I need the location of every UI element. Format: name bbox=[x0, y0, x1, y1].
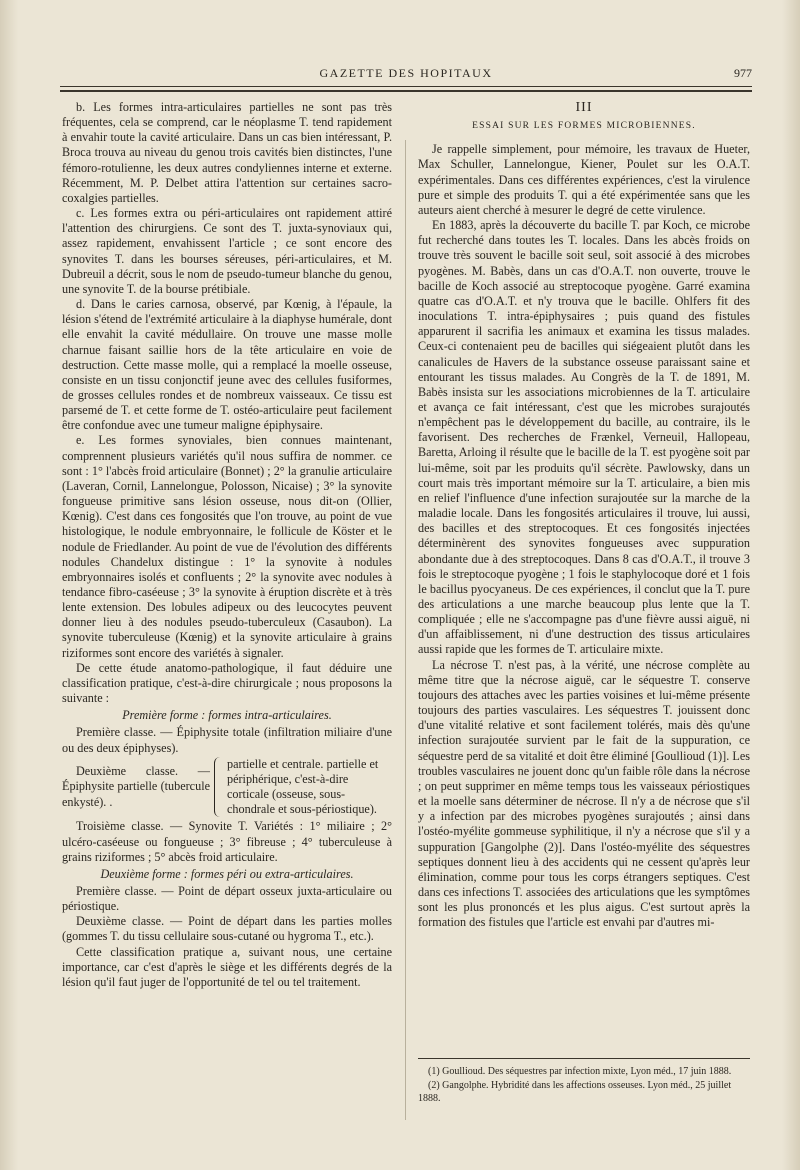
class-first: Première classe. — Épiphysite totale (infiltration miliaire d'une ou des deux épiphyses). bbox=[62, 725, 392, 755]
running-header bbox=[60, 64, 752, 84]
section-number: III bbox=[575, 100, 593, 115]
section-title: ESSAI SUR LES FORMES MICROBIENNES. bbox=[472, 121, 696, 132]
paragraph-koch-bacillus: En 1883, après la découverte du bacille T. par Koch, ce microbe fut recherché dans toutes les T. locales. Dans les abcès froids on trouve très souvent le bacille soit seul, soit associé à des microbes pyogènes. M. Babès, dans un cas d'O.A.T. non ouverte, trouve le bacille de Koch associé au streptocoque pyogène. Garré examina quatre cas d'O.A.T. et n'y trouva que le bacille. Ohlfers fit des inoculations T. intra-épiphysaires ; puis quand des fistules apparurent il sacrifia les animaux et examina les tissus malades. Ceux-ci contenaient peu de bacilles qui siégeaient plutôt dans les canalicules de Havers de la substance osseuse paraissant saine et entourant les tissus malades. Au Congrès de la T. de 1891, M. Babès insista sur les associations microbiennes de la T. articulaire et avança ce fait intéressant, c'est que les microbes surajoutés n'empêchent pas le développement du bacille, au contraire, ils le favorisent. Des recherches de Frænkel, Verneuil, Hallopeau, Baretta, Arloing il résulte que le bacille de la T. est pyogène soit par lui-même, soit par les produits qu'il sécrète. Pawlowsky, dans un court mais très important mémoire sur la T. articulaire, a bien mis en relief l'influence d'une infection surajoutée sur la marche de la maladie locale. Dans les fongosités articulaires il trouve, lui aussi, des bacilles et des streptocoques. Et ces fongosités injectées déterminèrent des synovites fongueuses avec suppuration abondante due à des streptocoques. Dans 8 cas d'O.A.T., il trouve 3 fois le streptocoque pyogène ; 1 fois le staphylocoque doré et 1 fois le bacillus pyocyaneus. De ces expériences, il conclut que la T. pure des articulations a une marche beaucoup plus lente que la T. compliquée ; elle ne s'accompagne pas d'une fièvre aussi aiguë, ni d'un affaiblissement, ni d'une destruction des tissus articulaires aussi rapide que les formes de T. articulaire mixte. bbox=[418, 218, 750, 657]
header-rule-thick bbox=[60, 90, 752, 92]
footnote-1: (1) Goullioud. Des séquestres par infection mixte, Lyon méd., 17 juin 1888. bbox=[428, 1066, 732, 1077]
header-rule-thin bbox=[60, 86, 752, 87]
class-second-label: Deuxième classe. — Épiphysite partielle (tubercule enkysté). . bbox=[62, 764, 210, 809]
brace-symbol bbox=[214, 757, 221, 818]
class-third: Troisième classe. — Synovite T. Variétés : 1° miliaire ; 2° ulcéro-caséeuse ou fongueuse ; 3° fibreuse ; 4° tuberculeuse à grains riziformes ; 5° abcès froid articulaire. bbox=[62, 819, 392, 864]
journal-title: GAZETTE DES HOPITAUX bbox=[319, 66, 493, 80]
page-edge-shadow-left bbox=[0, 0, 18, 1170]
class-second-block bbox=[62, 757, 392, 818]
footnote-rule bbox=[418, 1058, 750, 1059]
paragraph-classification-importance: Cette classification pratique a, suivant nous, une certaine importance, car c'est d'après le siège et les différents degrés de la lésion qu'il faut juger de l'opportunité de tel ou tel traitement. bbox=[62, 944, 392, 989]
footnote-2: (2) Gangolphe. Hybridité dans les affections osseuses. Lyon méd., 25 juillet 1888. bbox=[418, 1079, 732, 1104]
footnotes bbox=[418, 1058, 750, 1106]
class-second-variants: partielle et centrale. partielle et périphérique, c'est-à-dire corticale (osseuse, sous-chondrale et sous-périostique). bbox=[227, 756, 379, 817]
heading-first-form bbox=[62, 708, 392, 723]
column-divider bbox=[405, 140, 406, 1120]
page-number: 977 bbox=[734, 66, 752, 80]
paragraph-extra-articular: c. Les formes extra ou péri-articulaires ont rapidement attiré l'attention des chirurgiens. Ce sont des T. juxta-synoviaux qui, assez rapidement, envahissent l'article ; ce sont encore des synovites T. dans les bourses séreuses, péri-articulaires, et M. Dubreuil a décrit, sous le nom de pseudo-tumeur blanche du genou, une synovite T. de la bourse prétibiale. bbox=[62, 206, 392, 296]
right-column bbox=[418, 100, 750, 930]
paragraph-experimental-works: Je rappelle simplement, pour mémoire, les travaux de Hueter, Max Schuller, Lannelongue, Kiener, Poulet sur les O.A.T. expérimentales. Dans ces différentes expériences, c'est la virulence pure et simple des produits T. qui a été expérimentée sans que les auteurs aient cherché à mesurer le degré de cette virulence. bbox=[418, 142, 750, 217]
class-fifth: Deuxième classe. — Point de départ dans les parties molles (gommes T. du tissu cellulaire sous-cutané ou hygroma T., etc.). bbox=[62, 914, 392, 944]
left-column bbox=[62, 100, 392, 990]
heading-second-form bbox=[62, 867, 392, 882]
page-edge-shadow-right bbox=[782, 0, 800, 1170]
paragraph-synovial-forms: e. Les formes synoviales, bien connues maintenant, comprennent plusieurs variétés qu'il nous suffira de nommer. ce sont : 1° l'abcès froid articulaire (Bonnet) ; 2° la granulie articulaire (Laveran, Cornil, Lannelongue, Polosson, Nicaise) ; 3° la synovite fongueuse primitive sans lésion osseuse, nous dit-on (Ollier, Kœnig). C'est dans ces fongosités que l'on trouve, au point de vue histologique, le nodule embryonnaire, le follicule de Köster et le nodule de Friedlander. Au point de vue de l'évolution des différents nodules Chandelux distingue : 1° la synovite à nodules embryonnaires isolés et confluents ; 2° la synovite avec nodules à tendance fibro-caséeuse ; 3° la synovite à éruption discrète et à très lente extension. Des lobules adipeux ou des leucocytes peuvent donner lieu à des nodules pseudo-tuberculeux (Casaubon). La synovite tuberculeuse (Kœnig) et la synovite articulaire à grains riziformes sont encore des variétés à signaler. bbox=[62, 433, 392, 660]
paragraph-necrosis: La nécrose T. n'est pas, à la vérité, une nécrose complète au même titre que la nécrose aiguë, car le séquestre T. conserve toujours des attaches avec les parties voisines et lui-même présente toujours des parties vasculaires. Les séquestres T. jouissent donc d'une vitalité relative et sont facilement tolérés, mais dès qu'une infection surajoutée survient par le fait de la suppuration, ce séquestre perd de sa vitalité et doit être éliminé [Goullioud (1)]. Les troubles vasculaires ne jouent donc qu'un faible rôle dans la nécrose ; on peut supprimer en même temps tous les vaisseaux périostiques et la moelle sans déterminer de nécrose. Il n'y a de nécrose que s'il y a infection par des microbes pyogènes surajoutés ; ainsi dans l'ostéo-myélite gommeuse syphilitique, il n'y a nécrose que s'il y a suppuration [Gangolphe (2)]. Dans l'ostéo-myélite des séquestres septiques donnent lieu à des accidents qui ne cessent qu'après leur élimination, comme pour tous les corps étrangers septiques. C'est dans ces infections T. associées des articulations que les symptômes sont les plus prononcés et les plus aigus. C'est surtout après la formation des fistules que l'article est envahi par d'autres mi- bbox=[418, 657, 750, 930]
paragraph-classification-intro: De cette étude anatomo-pathologique, il faut déduire une classification pratique, c'est-à-dire chirurgicale ; nous proposons la suivante : bbox=[62, 660, 392, 706]
heading-second-form-text: Deuxième forme : formes péri ou extra-articulaires. bbox=[100, 866, 354, 881]
heading-first-form-text: Première forme : formes intra-articulaires. bbox=[122, 708, 332, 723]
paragraph-caries-carnosa: d. Dans le caries carnosa, observé, par Kœnig, à l'épaule, la lésion s'étend de l'extrémité articulaire à la diaphyse humérale, dont elle envahit la cavité médullaire. On trouve une masse molle charnue faisant saillie hors de la tête articulaire en voie de destruction. Cette masse molle, qui a remplacé la moelle osseuse, consiste en un tissu conjonctif jeune avec des cellules fusiformes, de grosses cellules rondes et de nombreux vaisseaux. Ce tissu est parsemé de T. et cette forme de T. ostéo-articulaire peut facilement être confondue avec une tumeur maligne épiphysaire. bbox=[62, 297, 392, 433]
paragraph-intra-articular-partial: b. Les formes intra-articulaires partielles ne sont pas très fréquentes, cela se comprend, car le néoplasme T. tend rapidement à envahir toute la cavité articulaire. Dans un cas bien intéressant, P. Broca trouva au niveau du genou trois cavités bien distinctes, l'une fémoro-rotulienne, les deux autres condyliennes interne et externe. Récemment, M. P. Delbet attira l'attention sur certaines sacro-coxalgies partielles. bbox=[62, 100, 392, 205]
class-fourth: Première classe. — Point de départ osseux juxta-articulaire ou périostique. bbox=[62, 883, 392, 914]
